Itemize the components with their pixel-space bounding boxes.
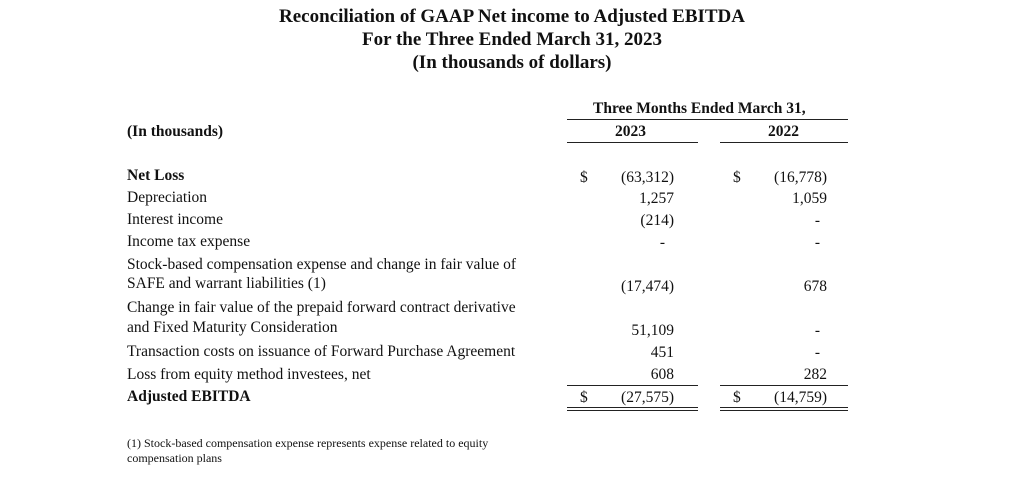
units-header: (In thousands) [127, 123, 224, 140]
total-double-rule-2022-a [720, 407, 848, 408]
total-double-rule-2023-a [567, 407, 698, 408]
value-income-tax-2023: - [659, 234, 665, 251]
year-2023-header: 2023 [615, 123, 646, 140]
row-label-equity-method-loss: Loss from equity method investees, net [127, 366, 371, 383]
row-label-transaction-costs: Transaction costs on issuance of Forward Purchase Agreement [127, 343, 516, 360]
value-net-loss-2023: (63,312) [621, 169, 674, 186]
row-label-interest-income: Interest income [127, 211, 223, 228]
value-fair-value-change-2023: 51,109 [631, 322, 674, 339]
total-double-rule-2022-b [720, 410, 848, 411]
value-equity-method-loss-2023: 608 [650, 366, 674, 383]
row-label-stock-based-comp-line2: SAFE and warrant liabilities (1) [127, 275, 326, 292]
value-adjusted-ebitda-2022: (14,759) [774, 389, 827, 406]
subtotal-rule-2023 [567, 385, 698, 386]
period-header: Three Months Ended March 31, [593, 100, 806, 117]
row-label-net-loss: Net Loss [127, 167, 185, 184]
row-label-fair-value-change-line2: and Fixed Maturity Consideration [127, 319, 338, 336]
value-interest-income-2022: - [814, 212, 820, 229]
value-stock-based-comp-2022: 678 [803, 278, 827, 295]
currency-symbol: $ [733, 389, 741, 406]
currency-symbol: $ [733, 169, 741, 186]
value-depreciation-2023: 1,257 [639, 190, 674, 207]
total-double-rule-2023-b [567, 410, 698, 411]
value-interest-income-2023: (214) [640, 212, 674, 229]
year-2023-rule [567, 142, 698, 143]
year-2022-rule [720, 142, 848, 143]
report-period: For the Three Ended March 31, 2023 [362, 29, 662, 50]
value-depreciation-2022: 1,059 [792, 190, 827, 207]
row-label-adjusted-ebitda: Adjusted EBITDA [127, 388, 251, 405]
row-label-income-tax-expense: Income tax expense [127, 233, 251, 250]
value-fair-value-change-2022: - [814, 322, 820, 339]
value-transaction-costs-2023: 451 [650, 344, 674, 361]
value-stock-based-comp-2023: (17,474) [621, 278, 674, 295]
value-transaction-costs-2022: - [814, 344, 820, 361]
currency-symbol: $ [580, 169, 588, 186]
value-adjusted-ebitda-2023: (27,575) [621, 389, 674, 406]
row-label-stock-based-comp-line1: Stock-based compensation expense and change in fair value of [127, 256, 517, 273]
report-title: Reconciliation of GAAP Net income to Adjusted EBITDA [278, 6, 745, 27]
value-equity-method-loss-2022: 282 [803, 366, 827, 383]
report-title-block [0, 5, 1024, 74]
footnote: (1) Stock-based compensation expense represents expense related to equity compensation plans [127, 436, 489, 465]
report-units: (In thousands of dollars) [412, 52, 612, 73]
period-header-rule [567, 119, 848, 120]
row-label-depreciation: Depreciation [127, 189, 208, 206]
value-net-loss-2022: (16,778) [774, 169, 827, 186]
currency-symbol: $ [580, 389, 588, 406]
row-label-fair-value-change-line1: Change in fair value of the prepaid forward contract derivative [127, 299, 516, 316]
value-income-tax-2022: - [814, 234, 820, 251]
year-2022-header: 2022 [768, 123, 799, 140]
subtotal-rule-2022 [720, 385, 848, 386]
